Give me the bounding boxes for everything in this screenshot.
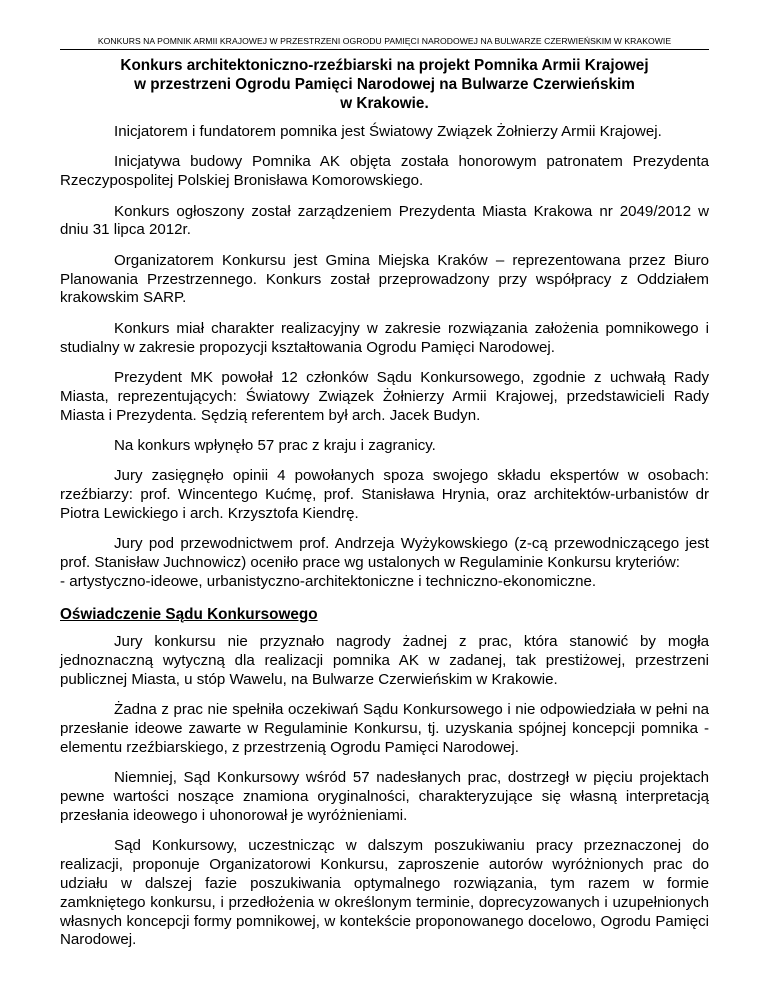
title-line-1: Konkurs architektoniczno-rzeźbiarski na projekt Pomnika Armii Krajowej [120,57,649,74]
paragraph-experts: Jury zasięgnęło opinii 4 powołanych spoza swojego składu ekspertów w osobach: rzeźbiarzy: prof. Wincentego Kućmę, prof. Stanisława Hrynia, oraz architektów-urbanistów dr Piotra Lewickiego i arch. Krzysztofa Kiendrę. [60,467,709,522]
running-header: KONKURS NA POMNIK ARMII KRAJOWEJ W PRZESTRZENI OGRODU PAMIĘCI NARODOWEJ NA BULWARZE CZERWIEŃSKIM W KRAKOWIE [60,36,709,50]
paragraph-initiator: Inicjatorem i fundatorem pomnika jest Światowy Związek Żołnierzy Armii Krajowej. [114,123,662,140]
paragraph-character: Konkurs miał charakter realizacyjny w zakresie rozwiązania założenia pomnikowego i studialny w zakresie propozycji kształtowania Ogrodu Pamięci Narodowej. [60,319,709,356]
paragraph-submissions: Na konkurs wpłynęło 57 prac z kraju i zagranicy. [114,436,436,454]
jury-criteria-list: - artystyczno-ideowe, urbanistyczno-architektoniczne i techniczno-ekonomiczne. [60,572,597,590]
paragraph-announcement: Konkurs ogłoszony został zarządzeniem Prezydenta Miasta Krakowa nr 2049/2012 w dniu 31 lipca 2012r. [60,202,709,239]
document-page [60,36,709,950]
jury-criteria-text: Jury pod przewodnictwem prof. Andrzeja Wyżykowskiego (z-cą przewodniczącego jest prof. Stanisław Juchnowicz) oceniło prace wg ustalonych w Regulaminie Konkursu kryteriów: [60,535,709,572]
title-line-2: w przestrzeni Ogrodu Pamięci Narodowej na Bulwarze Czerwieńskim [134,76,635,93]
paragraph-patronage: Inicjatywa budowy Pomnika AK objęta została honorowym patronatem Prezydenta Rzeczypospolitej Polskiej Bronisława Komorowskiego. [60,153,709,190]
statement-paragraph-3: Niemniej, Sąd Konkursowy wśród 57 nadesłanych prac, dostrzegł w pięciu projektach pewne wartości noszące znamiona oryginalności, charakteryzujące się własną interpretacją przesłania ideowego i uhonorował je wyróżnieniami. [60,769,709,825]
section-heading: Oświadczenie Sądu Konkursowego [60,605,318,623]
paragraph-organizer: Organizatorem Konkursu jest Gmina Miejska Kraków – reprezentowana przez Biuro Planowania Przestrzennego. Konkurs został przeprowadzony przy współpracy z Oddziałem krakowskim SARP. [60,251,709,307]
document-title [60,56,709,113]
paragraph-jury-criteria [60,535,709,591]
statement-paragraph-1: Jury konkursu nie przyznało nagrody żadnej z prac, która stanowić by mogła jednoznaczną wytyczną dla realizacji pomnika AK w zadanej, tak prestiżowej, przestrzeni publicznej Miasta, u stóp Wawelu, na Bulwarze Czerwieńskim w Krakowie. [60,633,709,689]
paragraph-jury-appointment: Prezydent MK powołał 12 członków Sądu Konkursowego, zgodnie z uchwałą Rady Miasta, reprezentujących: Światowy Związek Żołnierzy Armii Krajowej, przedstawicieli Rady Miasta i Prezydenta. Sędzią referentem był arch. Jacek Budyn. [60,368,709,424]
title-line-3: w Krakowie. [340,95,429,112]
statement-paragraph-4: Sąd Konkursowy, uczestnicząc w dalszym poszukiwaniu pracy przeznaczonej do realizacji, proponuje Organizatorowi Konkursu, zaproszenie autorów wyróżnionych prac do udziału w dalszej fazie poszukiwania optymalnego rozwiązania, tym razem w formie zamkniętego konkursu, i przedłożenia w określonym terminie, doprecyzowanych i uzupełnionych własnych koncepcji formy pomnikowej, w kontekście proponowanego docelowo, Ogrodu Pamięci Narodowej. [60,837,709,949]
statement-paragraph-2: Żadna z prac nie spełniła oczekiwań Sądu Konkursowego i nie odpowiedziała w pełni na przesłanie ideowe zawarte w Regulaminie Konkursu, tj. uzyskania spójnej koncepcji pomnika - elementu rzeźbiarskiego, z przestrzenią Ogrodu Pamięci Narodowej. [60,701,709,757]
